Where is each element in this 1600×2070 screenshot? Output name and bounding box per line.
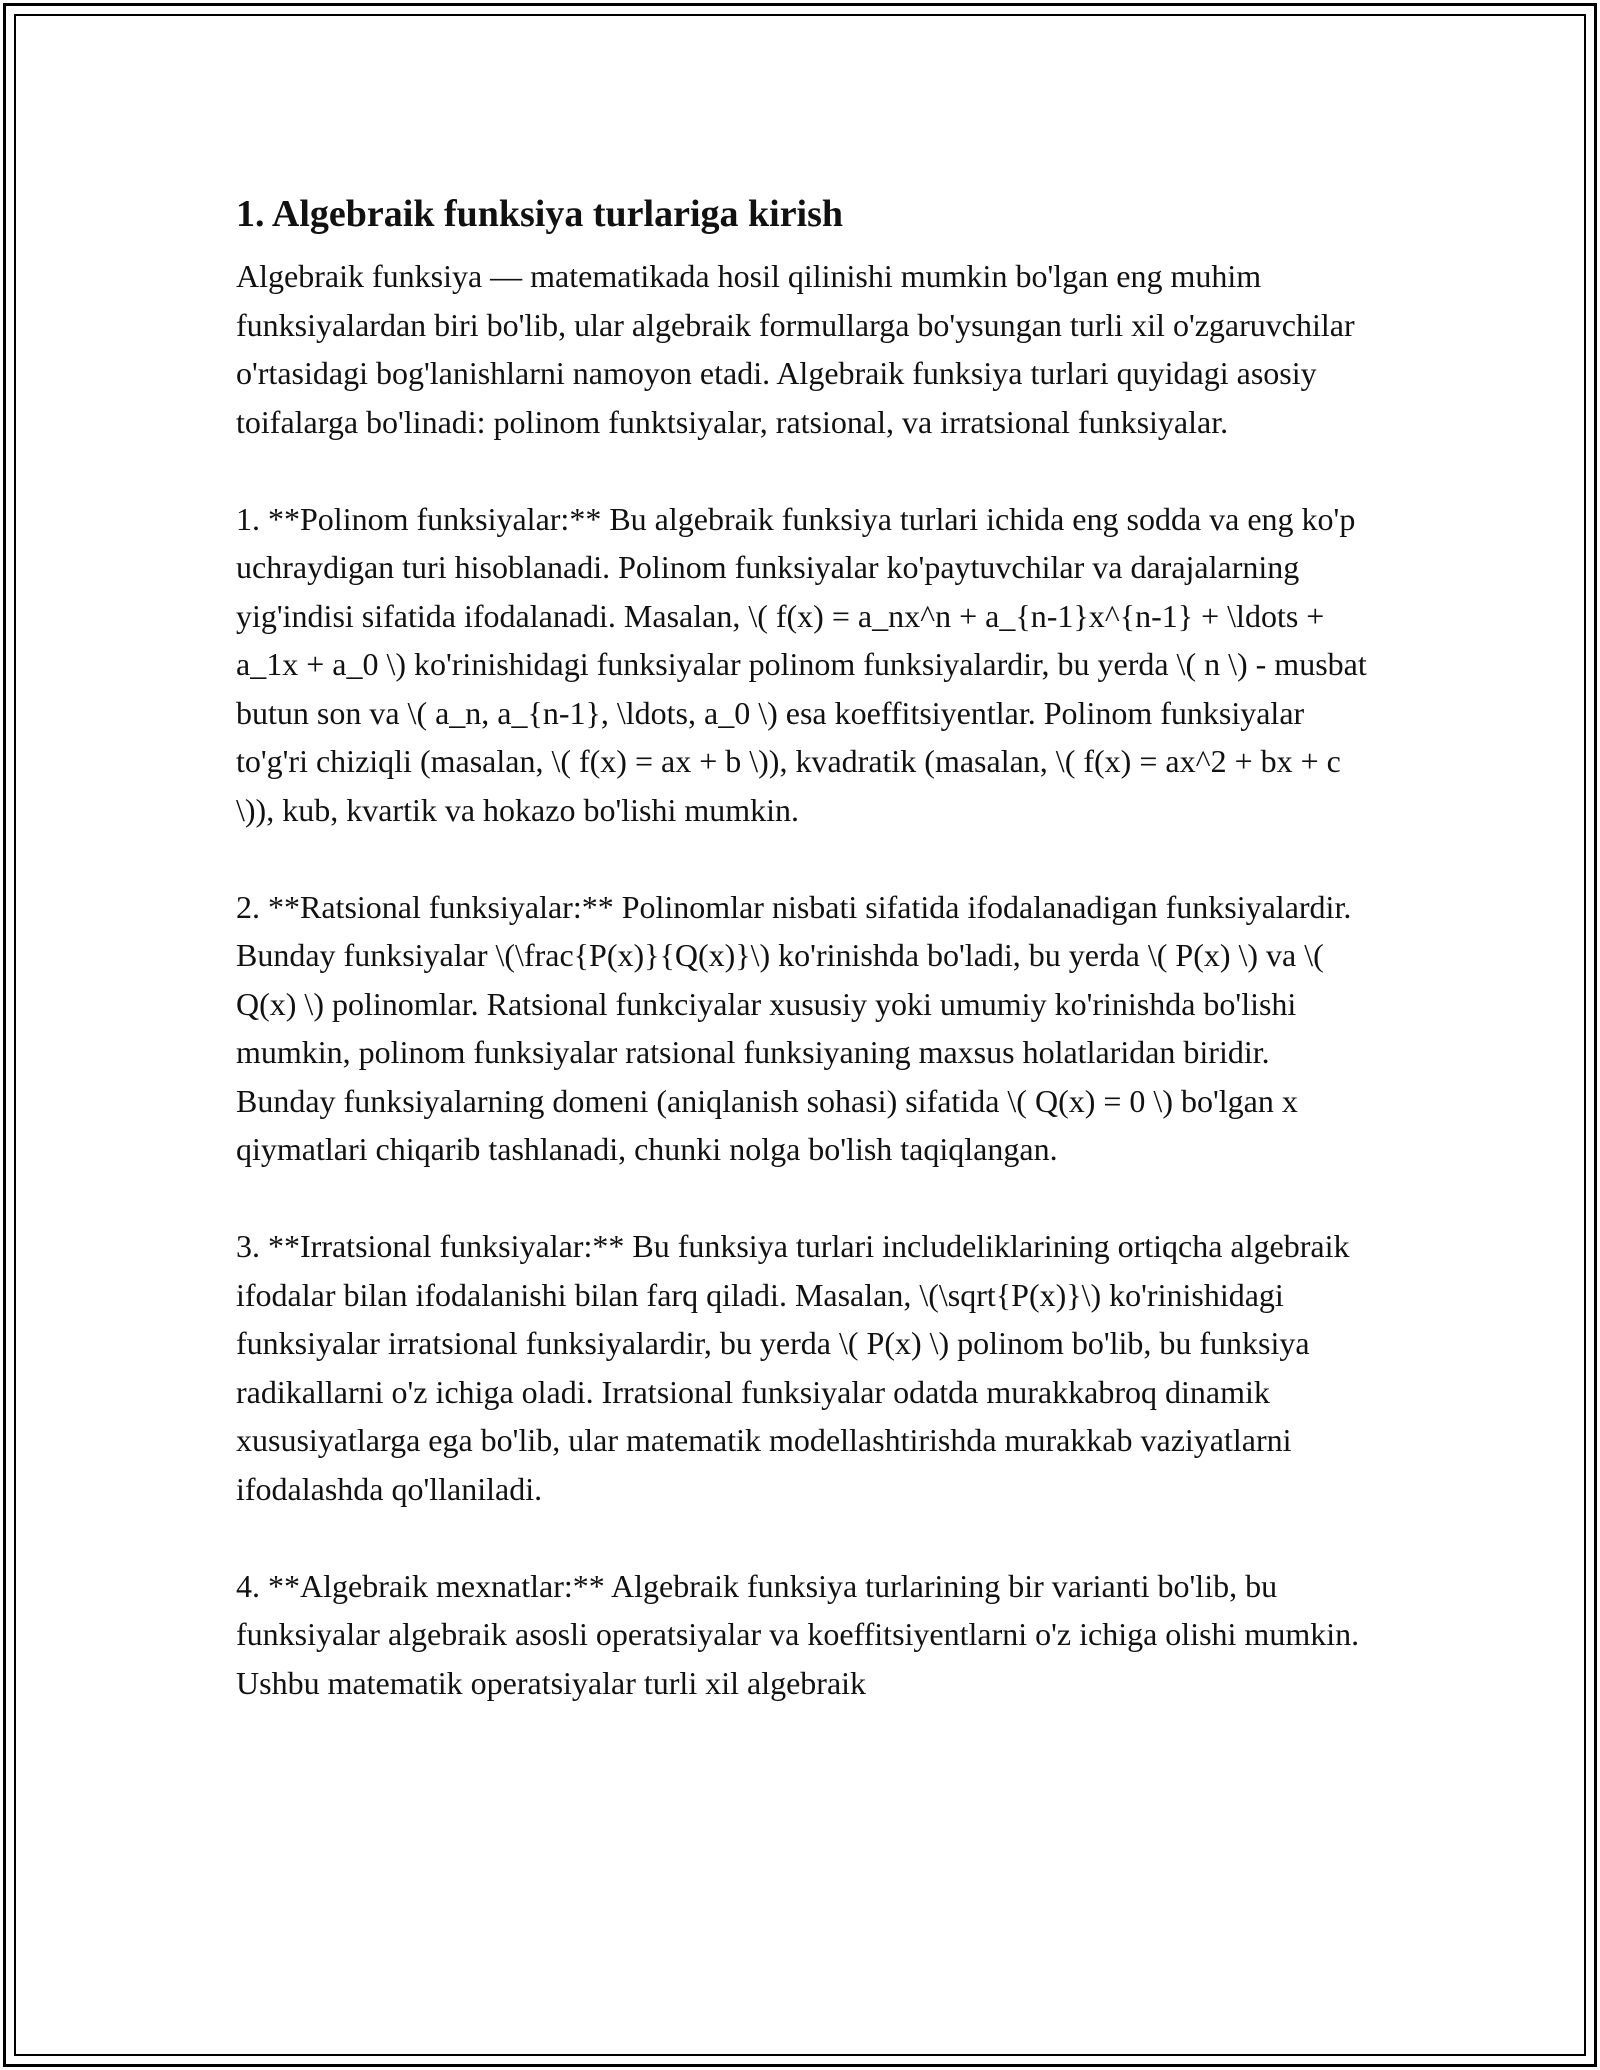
section-heading: 1. Algebraik funksiya turlariga kirish [236,193,844,235]
document-body [236,190,1371,1756]
irrational-functions-paragraph: 3. **Irratsional funksiyalar:** Bu funksiya turlari includeliklarining ortiqcha algebraik ifodalar bilan ifodalanishi bilan farq qiladi. Masalan, \(\sqrt{P(x)}\) ko'rinishidagi funksiyalar irratsional funksiyalardir, bu yerda \( P(x) \) polinom bo'lib, bu funksiya radikallarni o'z ichiga oladi. Irratsional funksiyalar odatda murakkabroq dinamik xususiyatlarga ega bo'lib, ular matematik modellashtirishda murakkab vaziyatlarni ifodalashda qo'llaniladi. [236,1228,1350,1507]
polynomial-functions-paragraph: 1. **Polinom funksiyalar:** Bu algebraik funksiya turlari ichida eng sodda va eng ko'p uchraydigan turi hisoblanadi. Polinom funksiyalar ko'paytuvchilar va darajalarning yig'indisi sifatida ifodalanadi. Masalan, \( f(x) = a_nx^n + a_{n-1}x^{n-1} + \ldots + a_1x + a_0 \) ko'rinishidagi funksiyalar polinom funksiyalardir, bu yerda \( n \) - musbat butun son va \( a_n, a_{n-1}, \ldots, a_0 \) esa koeffitsiyentlar. Polinom funksiyalar to'g'ri chiziqli (masalan, \( f(x) = ax + b \)), kvadratik (masalan, \( f(x) = ax^2 + bx + c \)), kub, kvartik va hokazo bo'lishi mumkin. [236,500,1367,828]
algebraic-operations-paragraph: 4. **Algebraik mexnatlar:** Algebraik funksiya turlarining bir varianti bo'lib, bu funksiyalar algebraik asosli operatsiyalar va koeffitsiyentlarni o'z ichiga olishi mumkin. Ushbu matematik operatsiyalar turli xil algebraik [236,1567,1360,1701]
intro-paragraph: Algebraik funksiya — matematikada hosil qilinishi mumkin bo'lgan eng muhim funksiyalardan biri bo'lib, ular algebraik formullarga bo'ysungan turli xil o'zgaruvchilar o'rtasidagi bog'lanishlarni namoyon etadi. Algebraik funksiya turlari quyidagi asosiy toifalarga bo'linadi: polinom funktsiyalar, ratsional, va irratsional funksiyalar. [236,258,1355,440]
rational-functions-paragraph: 2. **Ratsional funksiyalar:** Polinomlar nisbati sifatida ifodalanadigan funksiyalardir. Bunday funksiyalar \(\frac{P(x)}{Q(x)}\) ko'rinishda bo'ladi, bu yerda \( P(x) \) va \( Q(x) \) polinomlar. Ratsional funkciyalar xususiy yoki umumiy ko'rinishda bo'lishi mumkin, polinom funksiyalar ratsional funksiyaning maxsus holatlaridan biridir. Bunday funksiyalarning domeni (aniqlanish sohasi) sifatida \( Q(x) = 0 \) bo'lgan x qiymatlari chiqarib tashlanadi, chunki nolga bo'lish taqiqlangan. [236,888,1352,1167]
